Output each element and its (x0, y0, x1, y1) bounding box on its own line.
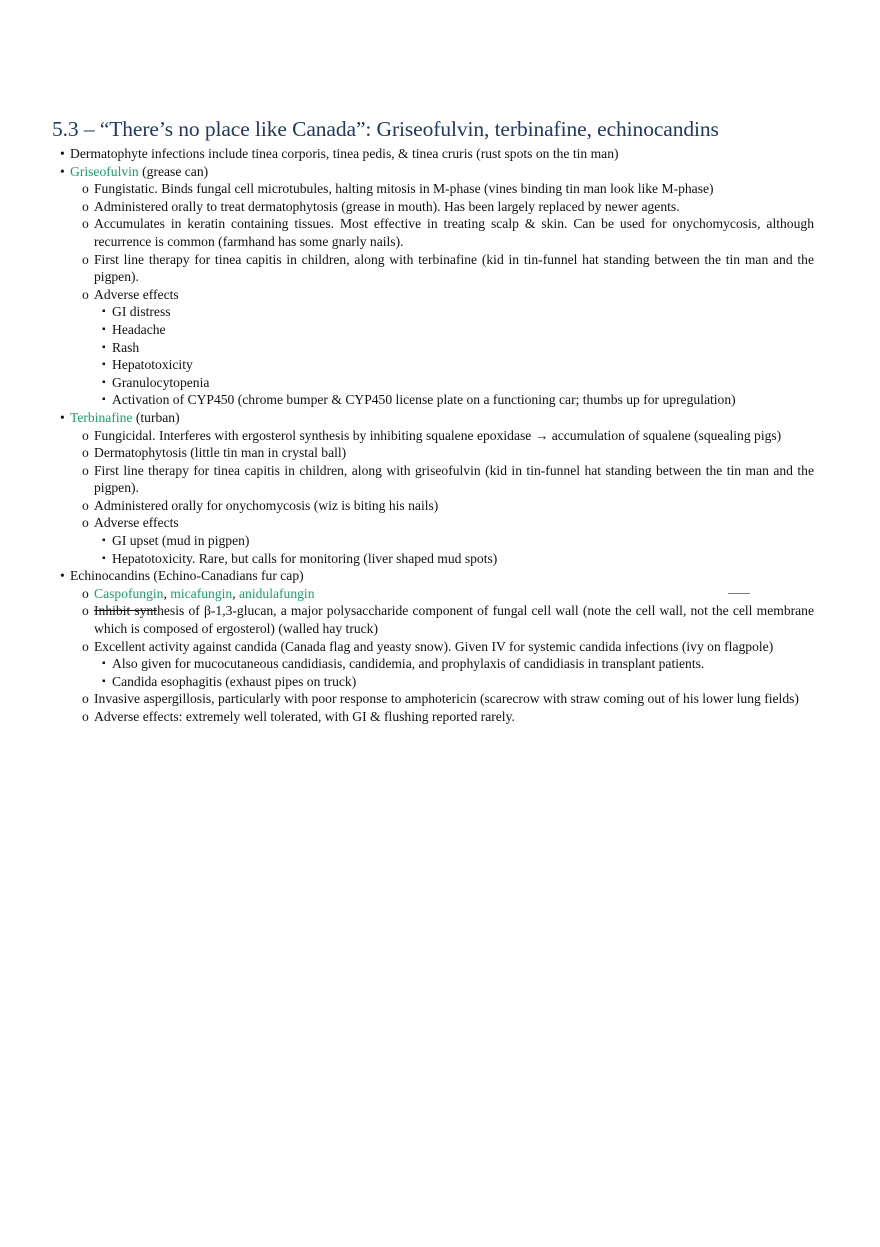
sub-marker: o (82, 198, 89, 214)
square-marker: ▪ (102, 323, 106, 335)
stray-dash (728, 593, 750, 594)
sub-marker: o (82, 691, 89, 707)
square-marker: ▪ (102, 394, 106, 406)
section-title: 5.3 – “There’s no place like Canada”: Griseofulvin, terbinafine, echinocandins (52, 117, 719, 141)
list-item: o First line therapy for tinea capitis in children, along with griseofulvin (kid in tin-funnel hat standing between the tin man and the pigpen). (82, 462, 814, 496)
drug-name: Terbinafine (70, 409, 133, 425)
list-item: ▪ Candida esophagitis (exhaust pipes on truck) (102, 673, 357, 689)
square-marker: ▪ (102, 535, 106, 547)
list-item: ▪ GI upset (mud in pigpen) (102, 533, 250, 549)
struck-text: Inhibit synt (94, 603, 158, 619)
sub-marker: o (82, 638, 89, 654)
list-item: o Excellent activity against candida (Canada flag and yeasty snow). Given IV for systemic candida infections (ivy on flagpole) (82, 638, 774, 654)
sub-marker: o (82, 709, 89, 724)
sub-marker: o (82, 585, 89, 601)
drug-name: micafungin (170, 585, 233, 601)
list-item: ▪ Granulocytopenia (102, 374, 210, 390)
sub-marker: o (82, 462, 89, 478)
square-marker: ▪ (102, 552, 106, 564)
drug-name: Griseofulvin (70, 163, 139, 179)
list-item: o Accumulates in keratin containing tissues. Most effective in treating scalp & skin. Can be used for onychomycosis, although recurrence is common (farmhand has some gnarly nails). (82, 216, 814, 249)
bullet-marker: • (60, 163, 65, 179)
list-item: o Caspofungin, micafungin, anidulafungin (52, 585, 814, 603)
sub-marker: o (82, 251, 89, 267)
drug-heading-echinocandins: • Echinocandins (Echino-Canadians fur cap) (60, 568, 304, 584)
sub-marker: o (82, 286, 89, 302)
square-marker: ▪ (102, 376, 106, 388)
list-item: o Adverse effects (82, 515, 179, 531)
drug-heading-terbinafine: • Terbinafine (turban) (60, 409, 180, 425)
list-item: ▪ GI distress (102, 304, 171, 320)
list-item: o Adverse effects (82, 286, 179, 302)
list-item: o Dermatophytosis (little tin man in crystal ball) (82, 445, 347, 461)
sub-marker: o (82, 603, 89, 619)
list-item: o Fungicidal. Interferes with ergosterol synthesis by inhibiting squalene epoxidase → accumulation of squalene (squealing pigs) (82, 427, 782, 443)
list-item: • Dermatophyte infections include tinea corporis, tinea pedis, & tinea cruris (rust spots on the tin man) (60, 146, 619, 161)
list-item: ▪ Hepatotoxicity. Rare, but calls for monitoring (liver shaped mud spots) (102, 550, 498, 566)
list-item: ▪ Rash (102, 339, 140, 355)
sub-marker: o (82, 497, 89, 513)
list-item: ▪ Also given for mucocutaneous candidiasis, candidemia, and prophylaxis of candidiasis in transplant patients. (102, 656, 705, 672)
document-page (52, 117, 814, 726)
list-item: o Adverse effects: extremely well tolerated, with GI & flushing reported rarely. (82, 709, 515, 724)
list-item: o Invasive aspergillosis, particularly with poor response to amphotericin (scarecrow with straw coming out of his lower lung fields) (82, 691, 799, 707)
square-marker: ▪ (102, 359, 106, 371)
list-item: o First line therapy for tinea capitis in children, along with terbinafine (kid in tin-funnel hat standing between the tin man and the pigpen). (82, 251, 814, 285)
list-item: o Administered orally for onychomycosis (wiz is biting his nails) (82, 497, 439, 513)
sub-marker: o (82, 427, 89, 443)
list-item: o Fungistatic. Binds fungal cell microtubules, halting mitosis in M-phase (vines binding tin man look like M-phase) (82, 181, 714, 197)
square-marker: ▪ (102, 658, 106, 670)
list-item: ▪ Activation of CYP450 (chrome bumper & CYP450 license plate on a functioning car; thumbs up for upregulation) (102, 392, 736, 408)
bullet-marker: • (60, 568, 65, 584)
drug-heading-griseofulvin: • Griseofulvin (grease can) (60, 163, 209, 179)
sub-marker: o (82, 216, 89, 232)
list-item: ▪ Hepatotoxicity (102, 357, 193, 373)
list-item: o Administered orally to treat dermatophytosis (grease in mouth). Has been largely replaced by newer agents. (82, 198, 680, 214)
sub-marker: o (82, 181, 89, 197)
square-marker: ▪ (102, 675, 106, 687)
square-marker: ▪ (102, 341, 106, 353)
list-item: o Inhibit synthesis of β-1,3-glucan, a major polysaccharide component of fungal cell wall (note the cell wall, not the cell membrane which is composed of ergosterol) (walled hay truck) (82, 603, 815, 637)
sub-marker: o (82, 445, 89, 461)
square-marker: ▪ (102, 306, 106, 318)
list-item: ▪ Headache (102, 321, 166, 337)
drug-name: anidulafungin (239, 585, 315, 601)
sub-marker: o (82, 515, 89, 531)
bullet-marker: • (60, 146, 65, 161)
bullet-marker: • (60, 409, 65, 425)
drug-name: Caspofungin (94, 585, 164, 601)
